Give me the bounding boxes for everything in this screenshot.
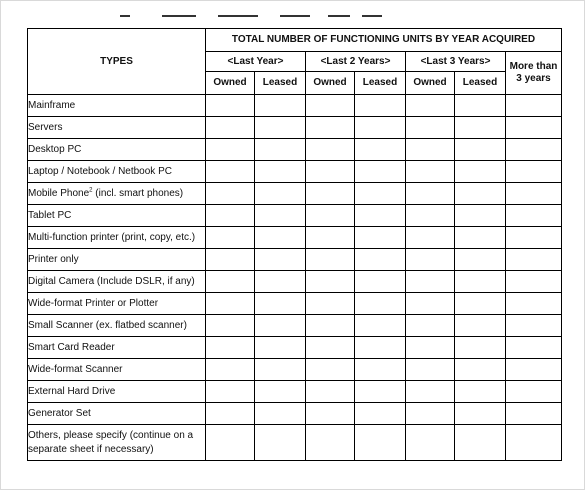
unit-count-cell[interactable] — [355, 271, 406, 293]
table-row — [28, 183, 562, 205]
leased-header: Leased — [255, 72, 306, 95]
unit-count-cell[interactable] — [406, 293, 455, 315]
leased-header: Leased — [355, 72, 406, 95]
type-label: Others, please specify (continue on a separate sheet if necessary) — [28, 429, 194, 455]
unit-count-cell[interactable] — [355, 95, 406, 117]
unit-count-cell[interactable] — [306, 95, 355, 117]
unit-count-cell[interactable] — [255, 337, 306, 359]
unit-count-cell[interactable] — [306, 227, 355, 249]
type-label-suffix: (incl. smart phones) — [92, 187, 184, 199]
unit-count-cell[interactable] — [206, 403, 255, 425]
unit-count-cell[interactable] — [355, 403, 406, 425]
unit-count-cell[interactable] — [306, 381, 355, 403]
unit-count-cell[interactable] — [355, 183, 406, 205]
unit-count-cell[interactable] — [406, 227, 455, 249]
unit-count-cell[interactable] — [255, 293, 306, 315]
unit-count-cell[interactable] — [355, 381, 406, 403]
type-label-cell — [28, 161, 206, 183]
type-label-cell — [28, 403, 206, 425]
unit-count-cell[interactable] — [355, 293, 406, 315]
type-label-cell — [28, 183, 206, 205]
table-row — [28, 227, 562, 249]
unit-count-cell[interactable] — [306, 205, 355, 227]
unit-count-cell[interactable] — [355, 359, 406, 381]
unit-count-cell[interactable] — [255, 95, 306, 117]
more-than-line1: More than — [509, 61, 558, 72]
unit-count-cell[interactable] — [455, 337, 506, 359]
footnote-marker: 2 — [89, 187, 93, 194]
unit-count-cell[interactable] — [506, 227, 562, 249]
type-label: Desktop PC — [28, 143, 82, 155]
unit-count-cell[interactable] — [455, 227, 506, 249]
unit-count-cell[interactable] — [506, 117, 562, 139]
total-units-header: TOTAL NUMBER OF FUNCTIONING UNITS BY YEAR ACQUIRED — [206, 29, 562, 52]
unit-count-cell[interactable] — [455, 117, 506, 139]
unit-count-cell[interactable] — [306, 161, 355, 183]
more-than-line2: 3 years — [516, 73, 551, 84]
unit-count-cell[interactable] — [206, 293, 255, 315]
type-label-cell — [28, 293, 206, 315]
unit-count-cell[interactable] — [506, 293, 562, 315]
type-label-cell — [28, 359, 206, 381]
type-label: Tablet PC — [28, 209, 72, 221]
type-label: Servers — [28, 121, 63, 133]
unit-count-cell[interactable] — [355, 249, 406, 271]
unit-count-cell[interactable] — [406, 249, 455, 271]
unit-count-cell[interactable] — [455, 425, 506, 461]
unit-count-cell[interactable] — [355, 161, 406, 183]
unit-count-cell[interactable] — [206, 205, 255, 227]
unit-count-cell[interactable] — [455, 315, 506, 337]
type-label-cell — [28, 139, 206, 161]
more-than-3-years-header — [506, 52, 562, 95]
unit-count-cell[interactable] — [255, 139, 306, 161]
type-label-cell — [28, 271, 206, 293]
unit-count-cell[interactable] — [455, 161, 506, 183]
table-row — [28, 271, 562, 293]
type-label-cell — [28, 205, 206, 227]
unit-count-cell[interactable] — [455, 403, 506, 425]
unit-count-cell[interactable] — [255, 183, 306, 205]
equipment-inventory-table — [27, 28, 562, 461]
unit-count-cell[interactable] — [206, 161, 255, 183]
table-row — [28, 117, 562, 139]
unit-count-cell[interactable] — [306, 337, 355, 359]
unit-count-cell[interactable] — [506, 95, 562, 117]
type-label: Wide-format Printer or Plotter — [28, 297, 159, 309]
unit-count-cell[interactable] — [355, 227, 406, 249]
unit-count-cell[interactable] — [455, 271, 506, 293]
unit-count-cell[interactable] — [455, 381, 506, 403]
unit-count-cell[interactable] — [306, 359, 355, 381]
unit-count-cell[interactable] — [506, 403, 562, 425]
table-row — [28, 205, 562, 227]
unit-count-cell[interactable] — [455, 139, 506, 161]
table-row — [28, 293, 562, 315]
unit-count-cell[interactable] — [206, 117, 255, 139]
unit-count-cell[interactable] — [406, 381, 455, 403]
table-row — [28, 337, 562, 359]
unit-count-cell[interactable] — [206, 183, 255, 205]
unit-count-cell[interactable] — [406, 315, 455, 337]
table-row — [28, 425, 562, 461]
unit-count-cell[interactable] — [355, 205, 406, 227]
unit-count-cell[interactable] — [406, 337, 455, 359]
unit-count-cell[interactable] — [206, 359, 255, 381]
unit-count-cell[interactable] — [306, 117, 355, 139]
period-header-last-2-years: <Last 2 Years> — [306, 52, 406, 72]
unit-count-cell[interactable] — [306, 183, 355, 205]
unit-count-cell[interactable] — [455, 249, 506, 271]
unit-count-cell[interactable] — [455, 95, 506, 117]
unit-count-cell[interactable] — [406, 139, 455, 161]
type-label: External Hard Drive — [28, 385, 116, 397]
unit-count-cell[interactable] — [206, 271, 255, 293]
unit-count-cell[interactable] — [506, 249, 562, 271]
type-label-cell — [28, 95, 206, 117]
unit-count-cell[interactable] — [206, 139, 255, 161]
type-label-cell — [28, 425, 206, 461]
unit-count-cell[interactable] — [506, 271, 562, 293]
unit-count-cell[interactable] — [406, 95, 455, 117]
type-label-cell — [28, 117, 206, 139]
unit-count-cell[interactable] — [255, 381, 306, 403]
table-row — [28, 249, 562, 271]
unit-count-cell[interactable] — [255, 117, 306, 139]
unit-count-cell[interactable] — [306, 139, 355, 161]
type-label-cell — [28, 337, 206, 359]
unit-count-cell[interactable] — [406, 183, 455, 205]
unit-count-cell[interactable] — [455, 293, 506, 315]
unit-count-cell[interactable] — [255, 227, 306, 249]
types-header: TYPES — [28, 29, 206, 95]
unit-count-cell[interactable] — [306, 271, 355, 293]
type-label-cell — [28, 381, 206, 403]
table-body — [28, 95, 562, 461]
unit-count-cell[interactable] — [506, 139, 562, 161]
type-label-cell — [28, 249, 206, 271]
unit-count-cell[interactable] — [255, 249, 306, 271]
unit-count-cell[interactable] — [355, 425, 406, 461]
unit-count-cell[interactable] — [306, 249, 355, 271]
unit-count-cell[interactable] — [406, 425, 455, 461]
unit-count-cell[interactable] — [406, 161, 455, 183]
owned-header: Owned — [406, 72, 455, 95]
unit-count-cell[interactable] — [455, 359, 506, 381]
table-row — [28, 403, 562, 425]
unit-count-cell[interactable] — [506, 381, 562, 403]
unit-count-cell[interactable] — [255, 403, 306, 425]
unit-count-cell[interactable] — [506, 425, 562, 461]
unit-count-cell[interactable] — [255, 425, 306, 461]
type-label: Digital Camera (Include DSLR, if any) — [28, 275, 195, 287]
unit-count-cell[interactable] — [406, 271, 455, 293]
type-label: Mobile Phone — [28, 187, 90, 199]
type-label: Generator Set — [28, 407, 91, 419]
table-row — [28, 139, 562, 161]
type-label: Mainframe — [28, 99, 76, 111]
unit-count-cell[interactable] — [255, 161, 306, 183]
period-header-last-year: <Last Year> — [206, 52, 306, 72]
type-label: Wide-format Scanner — [28, 363, 123, 375]
unit-count-cell[interactable] — [255, 271, 306, 293]
unit-count-cell[interactable] — [255, 315, 306, 337]
unit-count-cell[interactable] — [206, 381, 255, 403]
unit-count-cell[interactable] — [355, 139, 406, 161]
unit-count-cell[interactable] — [306, 425, 355, 461]
unit-count-cell[interactable] — [455, 183, 506, 205]
type-label-cell — [28, 315, 206, 337]
unit-count-cell[interactable] — [355, 337, 406, 359]
unit-count-cell[interactable] — [206, 315, 255, 337]
unit-count-cell[interactable] — [506, 205, 562, 227]
unit-count-cell[interactable] — [506, 359, 562, 381]
unit-count-cell[interactable] — [255, 205, 306, 227]
type-label: Multi-function printer (print, copy, etc.) — [28, 231, 196, 243]
unit-count-cell[interactable] — [255, 359, 306, 381]
table-row — [28, 315, 562, 337]
unit-count-cell[interactable] — [506, 315, 562, 337]
type-label: Smart Card Reader — [28, 341, 115, 353]
type-label-cell — [28, 227, 206, 249]
unit-count-cell[interactable] — [355, 315, 406, 337]
unit-count-cell[interactable] — [506, 183, 562, 205]
owned-header: Owned — [306, 72, 355, 95]
period-header-last-3-years: <Last 3 Years> — [406, 52, 506, 72]
unit-count-cell[interactable] — [355, 117, 406, 139]
unit-count-cell[interactable] — [506, 161, 562, 183]
owned-header: Owned — [206, 72, 255, 95]
clipped-heading-remnant — [100, 13, 400, 19]
table-row — [28, 381, 562, 403]
unit-count-cell[interactable] — [206, 227, 255, 249]
unit-count-cell[interactable] — [306, 293, 355, 315]
unit-count-cell[interactable] — [206, 425, 255, 461]
unit-count-cell[interactable] — [306, 315, 355, 337]
unit-count-cell[interactable] — [406, 359, 455, 381]
type-label: Laptop / Notebook / Netbook PC — [28, 165, 172, 177]
table-row — [28, 95, 562, 117]
unit-count-cell[interactable] — [206, 95, 255, 117]
unit-count-cell[interactable] — [206, 249, 255, 271]
table-row — [28, 161, 562, 183]
unit-count-cell[interactable] — [406, 117, 455, 139]
unit-count-cell[interactable] — [506, 337, 562, 359]
unit-count-cell[interactable] — [206, 337, 255, 359]
unit-count-cell[interactable] — [406, 205, 455, 227]
type-label: Small Scanner (ex. flatbed scanner) — [28, 319, 187, 331]
type-label: Printer only — [28, 253, 79, 265]
unit-count-cell[interactable] — [306, 403, 355, 425]
unit-count-cell[interactable] — [406, 403, 455, 425]
leased-header: Leased — [455, 72, 506, 95]
unit-count-cell[interactable] — [455, 205, 506, 227]
table-row — [28, 359, 562, 381]
